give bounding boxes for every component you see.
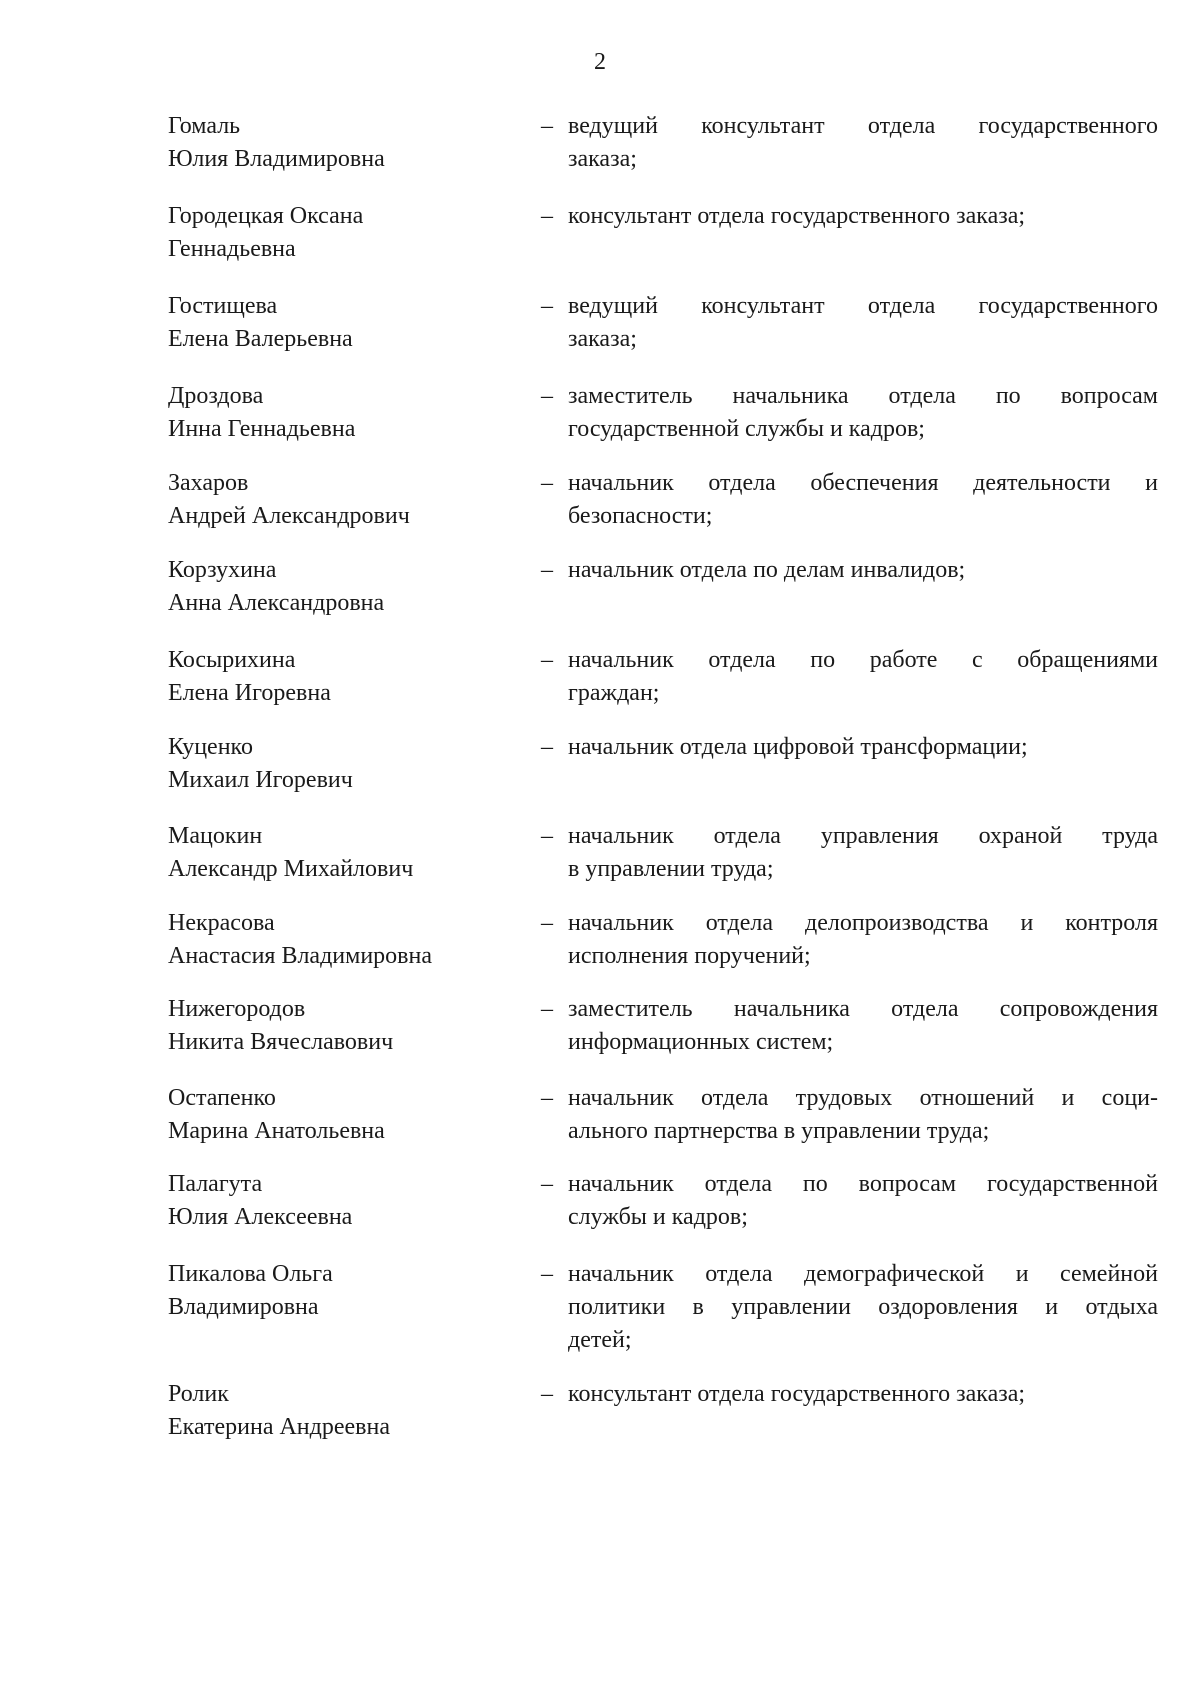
person-name <box>168 1168 538 1234</box>
dash-separator: – <box>541 383 553 409</box>
person-name-line: Дроздова <box>168 383 264 409</box>
dash-separator: – <box>541 734 553 760</box>
person-name-line: Андрей Александрович <box>168 503 410 529</box>
person-name-line: Елена Валерьевна <box>168 326 353 352</box>
person-name-line: Юлия Алексеевна <box>168 1204 353 1230</box>
person-name-line: Городецкая Оксана <box>168 203 364 229</box>
position-title <box>568 731 1158 764</box>
position-title <box>568 110 1158 176</box>
person-name-line: Пикалова Ольга <box>168 1261 333 1287</box>
person-name <box>168 731 538 797</box>
dash-separator: – <box>541 996 553 1022</box>
position-title-line: начальник отдела делопроизводства и контроля <box>568 910 1158 936</box>
person-name <box>168 644 538 710</box>
dash-separator: – <box>541 1085 553 1111</box>
person-name <box>168 554 538 620</box>
person-name <box>168 820 538 886</box>
person-name-line: Ролик <box>168 1381 229 1407</box>
person-name <box>168 200 538 266</box>
dash-separator: – <box>541 203 553 229</box>
position-title-line: заказа; <box>568 326 637 352</box>
person-name <box>168 1378 538 1444</box>
position-title-line: начальник отдела по вопросам государственной <box>568 1171 1158 1197</box>
position-title-line: ального партнерства в управлении труда; <box>568 1118 990 1144</box>
position-title-line: безопасности; <box>568 503 713 529</box>
position-title-line: начальник отдела управления охраной труда <box>568 823 1158 849</box>
position-title-line: ведущий консультант отдела государственного <box>568 113 1158 139</box>
person-name-line: Геннадьевна <box>168 236 296 262</box>
person-name-line: Анастасия Владимировна <box>168 943 432 969</box>
person-name-line: Остапенко <box>168 1085 276 1111</box>
dash-separator: – <box>541 910 553 936</box>
person-name <box>168 993 538 1059</box>
dash-separator: – <box>541 557 553 583</box>
position-title-line: детей; <box>568 1327 632 1353</box>
position-title <box>568 1258 1158 1357</box>
person-name-line: Гомаль <box>168 113 241 139</box>
position-title <box>568 380 1158 446</box>
person-name <box>168 467 538 533</box>
person-name-line: Гостищева <box>168 293 278 319</box>
position-title-line: службы и кадров; <box>568 1204 748 1230</box>
position-title-line: заместитель начальника отдела по вопросам <box>568 383 1158 409</box>
person-name-line: Нижегородов <box>168 996 306 1022</box>
position-title-line: консультант отдела государственного заказа; <box>568 203 1026 229</box>
person-name-line: Куценко <box>168 734 253 760</box>
dash-separator: – <box>541 1171 553 1197</box>
position-title-line: ведущий консультант отдела государственного <box>568 293 1158 319</box>
dash-separator: – <box>541 823 553 849</box>
person-name-line: Захаров <box>168 470 249 496</box>
person-name <box>168 1082 538 1148</box>
person-name-line: Елена Игоревна <box>168 680 331 706</box>
person-name-line: Инна Геннадьевна <box>168 416 356 442</box>
person-name-line: Корзухина <box>168 557 277 583</box>
position-title <box>568 1378 1158 1411</box>
person-name <box>168 907 538 973</box>
position-title-line: государственной службы и кадров; <box>568 416 925 442</box>
position-title-line: консультант отдела государственного заказа; <box>568 1381 1026 1407</box>
position-title-line: заместитель начальника отдела сопровождения <box>568 996 1158 1022</box>
person-name-line: Мацокин <box>168 823 263 849</box>
page-number: 2 <box>594 49 606 75</box>
position-title-line: начальник отдела демографической и семейной <box>568 1261 1158 1287</box>
position-title <box>568 200 1158 233</box>
dash-separator: – <box>541 1381 553 1407</box>
position-title-line: заказа; <box>568 146 637 172</box>
position-title <box>568 467 1158 533</box>
position-title-line: начальник отдела по делам инвалидов; <box>568 557 966 583</box>
position-title-line: граждан; <box>568 680 660 706</box>
dash-separator: – <box>541 113 553 139</box>
position-title <box>568 1168 1158 1234</box>
person-name-line: Косырихина <box>168 647 296 673</box>
position-title-line: политики в управлении оздоровления и отдыха <box>568 1294 1158 1320</box>
person-name-line: Михаил Игоревич <box>168 767 353 793</box>
person-name <box>168 110 538 176</box>
person-name <box>168 380 538 446</box>
position-title-line: начальник отдела трудовых отношений и соци- <box>568 1085 1158 1111</box>
position-title <box>568 290 1158 356</box>
person-name-line: Анна Александровна <box>168 590 385 616</box>
person-name-line: Некрасова <box>168 910 275 936</box>
person-name-line: Палагута <box>168 1171 263 1197</box>
person-name-line: Екатерина Андреевна <box>168 1414 390 1440</box>
position-title <box>568 993 1158 1059</box>
dash-separator: – <box>541 470 553 496</box>
position-title <box>568 644 1158 710</box>
position-title <box>568 820 1158 886</box>
dash-separator: – <box>541 647 553 673</box>
position-title <box>568 554 1158 587</box>
position-title-line: начальник отдела обеспечения деятельности и <box>568 470 1158 496</box>
position-title-line: информационных систем; <box>568 1029 834 1055</box>
person-name <box>168 290 538 356</box>
position-title-line: начальник отдела по работе с обращениями <box>568 647 1158 673</box>
person-name-line: Владимировна <box>168 1294 319 1320</box>
person-name-line: Юлия Владимировна <box>168 146 385 172</box>
dash-separator: – <box>541 1261 553 1287</box>
position-title-line: в управлении труда; <box>568 856 774 882</box>
position-title <box>568 1082 1158 1148</box>
position-title-line: начальник отдела цифровой трансформации; <box>568 734 1028 760</box>
position-title-line: исполнения поручений; <box>568 943 811 969</box>
person-name-line: Марина Анатольевна <box>168 1118 385 1144</box>
person-name <box>168 1258 538 1324</box>
dash-separator: – <box>541 293 553 319</box>
person-name-line: Александр Михайлович <box>168 856 414 882</box>
person-name-line: Никита Вячеславович <box>168 1029 394 1055</box>
position-title <box>568 907 1158 973</box>
